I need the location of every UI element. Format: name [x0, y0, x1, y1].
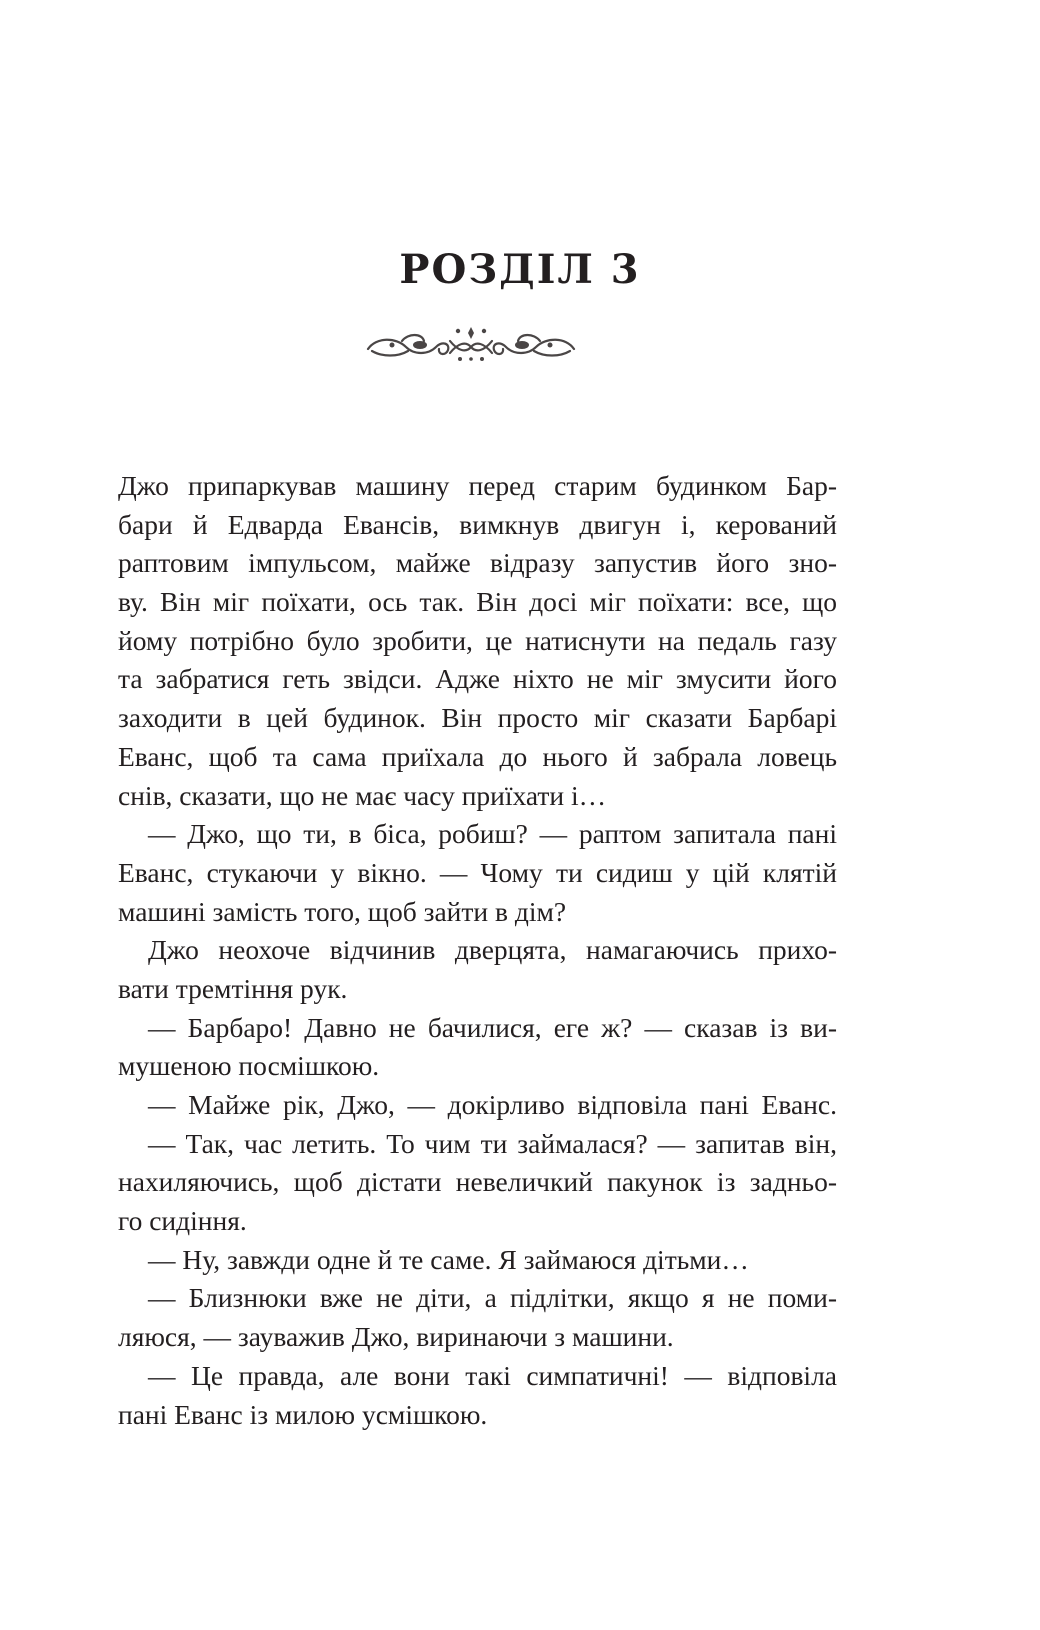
text-line: — Ну, завжди одне й те саме. Я займаюся дітьми…: [148, 1243, 749, 1275]
text-line: раптовим імпульсом, майже відразу запустив його зно-: [118, 547, 837, 579]
text-line: йому потрібно було зробити, це натиснути на педаль газу: [118, 624, 837, 656]
text-line: вати тремтіння рук.: [118, 972, 348, 1004]
text-line: — Майже рік, Джо, — докірливо відповіла пані Еванс.: [148, 1089, 837, 1120]
chapter-title: РОЗДІЛ 3: [399, 246, 641, 293]
text-line: — Це правда, але вони такі симпатичні! — відповіла: [148, 1359, 837, 1391]
text-line: машині замість того, щоб зайти в дім?: [118, 895, 567, 927]
text-line: заходити в цей будинок. Він просто міг сказати Барбарі: [118, 702, 837, 734]
text-line: нахиляючись, щоб дістати невеличкий пакунок із задньо-: [118, 1166, 837, 1198]
text-line: го сидіння.: [118, 1205, 247, 1237]
text-line: та забратися геть звідси. Адже ніхто не міг змусити його: [118, 663, 837, 695]
text-line: — Так, час летить. То чим ти займалася? — запитав він,: [148, 1127, 837, 1159]
text-line: Джо припаркував машину перед старим будинком Бар-: [118, 470, 837, 501]
text-line: снів, сказати, що не має часу приїхати і…: [118, 779, 607, 811]
text-line: — Джо, що ти, в біса, робиш? — раптом запитала пані: [148, 818, 837, 850]
text-line: — Барбаро! Давно не бачилися, еге ж? — сказав із ви-: [148, 1011, 837, 1043]
chapter-body-text: [118, 467, 837, 1434]
text-line: Еванс, щоб та сама приїхала до нього й забрала ловець: [118, 740, 837, 772]
text-line: мушеною посмішкою.: [118, 1050, 380, 1082]
text-line: пані Еванс із милою усмішкою.: [118, 1398, 488, 1430]
text-line: бари й Едварда Евансів, вимкнув двигун і, керований: [118, 508, 837, 540]
flourish-ornament-icon: [362, 323, 580, 365]
text-line: ляюся, — зауважив Джо, виринаючи з машини.: [118, 1321, 674, 1353]
text-line: — Близнюки вже не діти, а підлітки, якщо я не поми-: [148, 1282, 837, 1314]
text-line: ву. Він міг поїхати, ось так. Він досі міг поїхати: все, що: [118, 586, 837, 618]
text-line: Джо неохоче відчинив дверцята, намагаючись прихо-: [148, 934, 837, 966]
text-line: Еванс, стукаючи у вікно. — Чому ти сидиш у цій клятій: [118, 856, 837, 888]
